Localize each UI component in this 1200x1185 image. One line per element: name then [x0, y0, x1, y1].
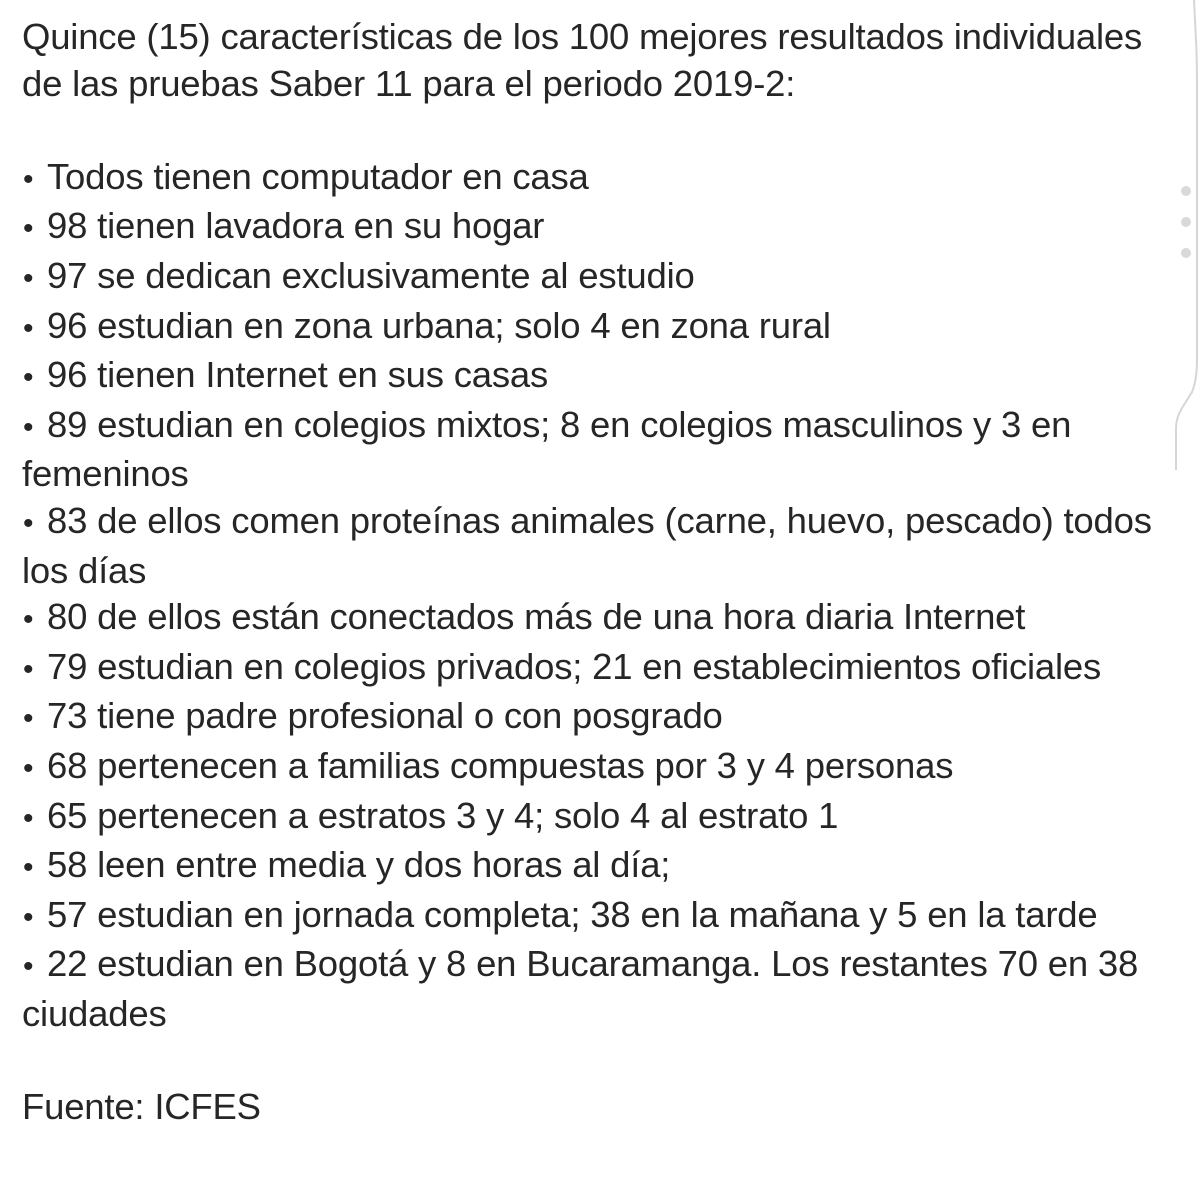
- list-item: [22, 693, 1172, 743]
- list-item-text: 97 se dedican exclusivamente al estudio: [47, 254, 695, 296]
- list-item: [22, 253, 1172, 303]
- bullet-icon: [22, 498, 47, 548]
- list-item: [22, 842, 1172, 892]
- bullet-icon: [22, 793, 47, 843]
- list-item-text: 22 estudian en Bogotá y 8 en Bucaramanga. Los restantes 70 en 38 ciudades: [22, 943, 1139, 1034]
- message-intro: Quince (15) características de los 100 mejores resultados individuales de las pruebas Saber 11 para el periodo 2019-2:: [22, 16, 1143, 104]
- list-item-text: 57 estudian en jornada completa; 38 en la mañana y 5 en la tarde: [47, 893, 1098, 935]
- bullet-icon: [22, 253, 47, 303]
- list-item-text: 80 de ellos están conectados más de una hora diaria Internet: [47, 596, 1026, 638]
- characteristics-list: [22, 154, 1172, 1038]
- list-item: [22, 203, 1172, 253]
- bullet-icon: [22, 941, 47, 991]
- list-item-text: 96 estudian en zona urbana; solo 4 en zona rural: [47, 304, 831, 346]
- handle-dot: [1181, 186, 1191, 196]
- message-body: [22, 14, 1172, 1131]
- list-item-text: 79 estudian en colegios privados; 21 en establecimientos oficiales: [47, 645, 1102, 687]
- list-item: [22, 892, 1172, 942]
- more-vertical-icon[interactable]: [1180, 186, 1192, 258]
- list-item: [22, 402, 1172, 498]
- list-item: [22, 154, 1172, 204]
- list-item-text: 73 tiene padre profesional o con posgrado: [47, 695, 723, 737]
- bullet-icon: [22, 693, 47, 743]
- list-item-text: Todos tienen computador en casa: [47, 155, 589, 197]
- handle-dot: [1181, 248, 1191, 258]
- list-item: [22, 594, 1172, 644]
- list-item: [22, 743, 1172, 793]
- list-item-text: 96 tienen Internet en sus casas: [47, 354, 549, 396]
- bullet-icon: [22, 203, 47, 253]
- list-item: [22, 644, 1172, 694]
- list-item: [22, 303, 1172, 353]
- list-item: [22, 352, 1172, 402]
- bullet-icon: [22, 892, 47, 942]
- bullet-icon: [22, 644, 47, 694]
- bullet-icon: [22, 743, 47, 793]
- list-item-text: 89 estudian en colegios mixtos; 8 en colegios masculinos y 3 en femeninos: [22, 403, 1072, 495]
- bullet-icon: [22, 594, 47, 644]
- list-item-text: 83 de ellos comen proteínas animales (carne, huevo, pescado) todos los días: [22, 499, 1152, 591]
- list-item-text: 65 pertenecen a estratos 3 y 4; solo 4 al estrato 1: [47, 794, 839, 836]
- list-item-text: 98 tienen lavadora en su hogar: [47, 205, 545, 247]
- bullet-icon: [22, 154, 47, 204]
- bullet-icon: [22, 402, 47, 452]
- bullet-icon: [22, 352, 47, 402]
- source-credit: Fuente: ICFES: [22, 1086, 261, 1128]
- list-item: [22, 941, 1172, 1037]
- list-item: [22, 793, 1172, 843]
- bullet-icon: [22, 303, 47, 353]
- bullet-icon: [22, 842, 47, 892]
- list-item: [22, 498, 1172, 594]
- handle-dot: [1181, 217, 1191, 227]
- list-item-text: 68 pertenecen a familias compuestas por 3 y 4 personas: [47, 744, 954, 786]
- list-item-text: 58 leen entre media y dos horas al día;: [47, 844, 671, 886]
